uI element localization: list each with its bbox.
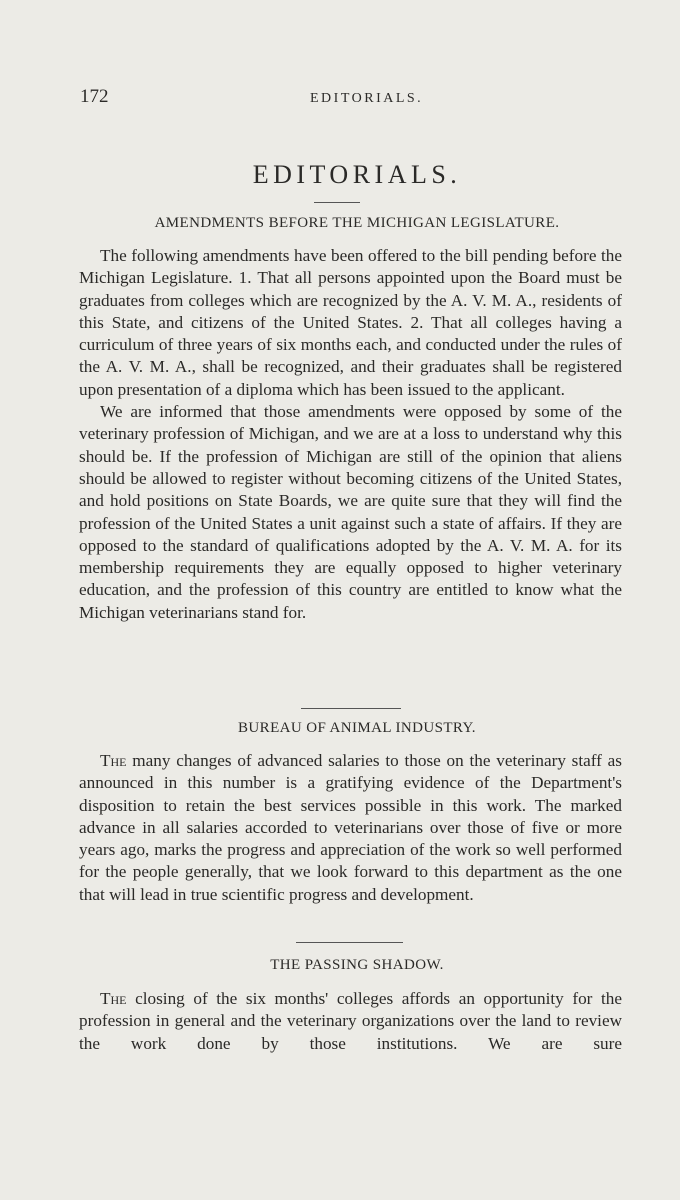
lead-word: The — [100, 751, 127, 770]
running-title: EDITORIALS. — [310, 91, 424, 106]
section-body-amendments — [79, 245, 622, 624]
section-heading-amendments: AMENDMENTS BEFORE THE MICHIGAN LEGISLATURE. — [154, 215, 560, 231]
page-title: EDITORIALS. — [252, 160, 462, 189]
section-body-bureau — [79, 750, 622, 906]
paragraph: We are informed that those amendments were opposed by some of the veterinary profession of Michigan, and we are at a loss to understand why this should be. If the profession of Michigan are still of the opinion that aliens should be allowed to register without becoming citizens of the United States, and hold positions on State Boards, we are quite sure that they will find the profession of the United States a unit against such a state of affairs. If they are opposed to the standard of qualifications adopted by the A. V. M. A. for its membership requirements they are equally opposed to higher veterinary education, and the profession of this country are entitled to know what the Michigan veterinarians stand for. — [79, 402, 622, 622]
lead-word: The — [100, 989, 127, 1008]
paragraph: The following amendments have been offered to the bill pending before the Michigan Legislature. 1. That all persons appointed upon the Board must be graduates from colleges which are recognized by the A. V. M. A., residents of this State, and citizens of the United States. 2. That all colleges having a curriculum of three years of six months each, and conducted under the rules of the A. V. M. A., shall be recognized, and their graduates shall be registered upon presentation of a diploma which has been issued to the applicant. — [79, 246, 622, 399]
section-body-passing-shadow — [79, 988, 622, 1055]
paragraph — [79, 750, 622, 906]
section-rule — [301, 708, 401, 709]
page-number: 172 — [80, 86, 109, 107]
title-rule — [314, 202, 360, 203]
paragraph-text: many changes of advanced salaries to those on the veterinary staff as announced in this number is a gratifying evidence of the Department's disposition to retain the best services possible in this work. The marked advance in all salaries accorded to veterinarians over those of five or more years ago, marks the progress and appreciation of the work so well performed for the people generally, that we look forward to this department as the one that will lead in true scientific progress and development. — [79, 751, 622, 904]
paragraph — [79, 988, 622, 1055]
paragraph-text: closing of the six months' colleges affords an opportunity for the profession in general and the veterinary organizations over the land to review the work done by those institutions. We are sure — [79, 989, 622, 1053]
section-heading-passing-shadow: THE PASSING SHADOW. — [270, 957, 444, 973]
section-rule — [296, 942, 403, 943]
section-heading-bureau: BUREAU OF ANIMAL INDUSTRY. — [238, 720, 476, 736]
